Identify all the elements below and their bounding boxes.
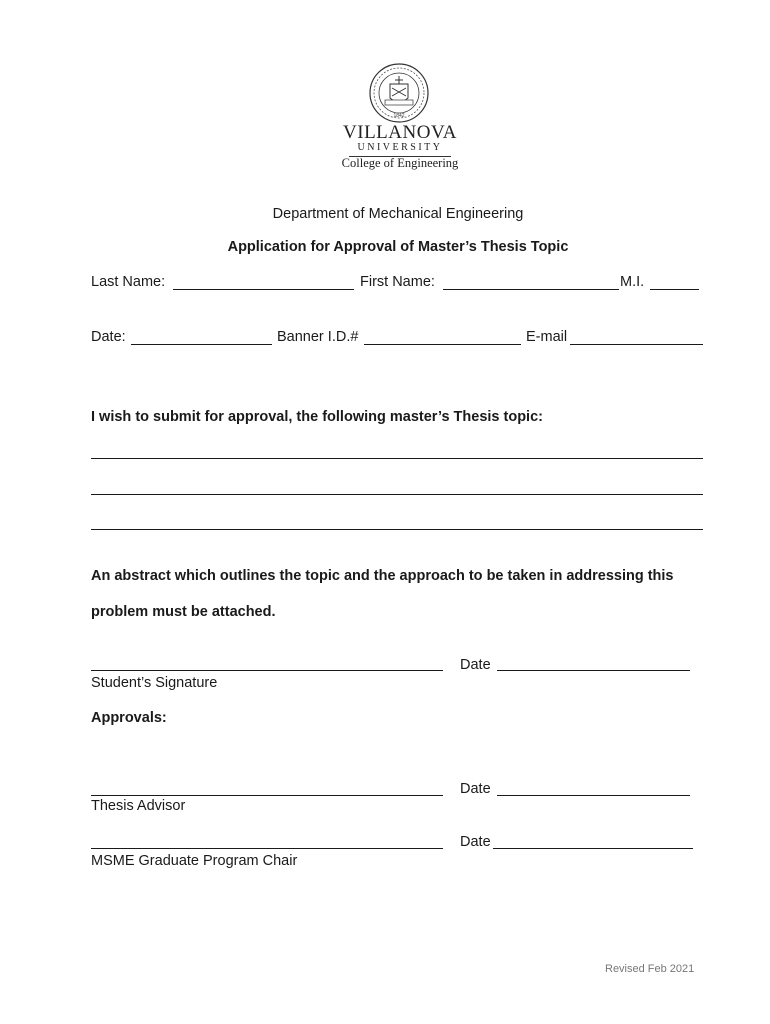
- university-seal-logo: [368, 62, 430, 124]
- email-label: E-mail: [526, 329, 568, 345]
- date-field[interactable]: [131, 344, 272, 345]
- abstract-note-line-1: An abstract which outlines the topic and the approach to be taken in addressing this: [91, 568, 674, 584]
- first-name-field[interactable]: [443, 289, 619, 290]
- advisor-date-label: Date: [460, 781, 491, 797]
- last-name-label: Last Name:: [91, 274, 166, 290]
- date-label: Date:: [91, 329, 126, 345]
- chair-date-label: Date: [460, 834, 491, 850]
- chair-date-field[interactable]: [493, 848, 693, 849]
- topic-line-1[interactable]: [91, 458, 703, 459]
- logo-wordmark-villanova: VILLANOVA: [343, 122, 457, 143]
- advisor-date-field[interactable]: [497, 795, 690, 796]
- student-signature-field[interactable]: [91, 670, 443, 671]
- first-name-label: First Name:: [360, 274, 435, 290]
- logo-wordmark-university: UNIVERSITY: [357, 142, 443, 153]
- last-name-field[interactable]: [173, 289, 354, 290]
- approvals-heading: Approvals:: [91, 710, 167, 726]
- abstract-note-line-2: problem must be attached.: [91, 604, 276, 620]
- form-title: Application for Approval of Master’s Thesis Topic: [227, 239, 569, 255]
- email-field[interactable]: [570, 344, 703, 345]
- mi-field[interactable]: [650, 289, 699, 290]
- logo-wordmark-college: College of Engineering: [341, 156, 459, 170]
- advisor-signature-field[interactable]: [91, 795, 443, 796]
- topic-prompt: I wish to submit for approval, the following master’s Thesis topic:: [91, 409, 543, 425]
- revision-note: Revised Feb 2021: [605, 963, 695, 975]
- banner-id-field[interactable]: [364, 344, 521, 345]
- topic-line-2[interactable]: [91, 494, 703, 495]
- chair-signature-field[interactable]: [91, 848, 443, 849]
- mi-label: M.I.: [620, 274, 645, 290]
- chair-label: MSME Graduate Program Chair: [91, 853, 298, 869]
- student-date-label: Date: [460, 657, 491, 673]
- student-signature-label: Student’s Signature: [91, 675, 218, 691]
- seal-year: 1842: [393, 113, 405, 119]
- topic-line-3[interactable]: [91, 529, 703, 530]
- advisor-label: Thesis Advisor: [91, 798, 186, 814]
- student-date-field[interactable]: [497, 670, 690, 671]
- department-heading: Department of Mechanical Engineering: [272, 206, 524, 222]
- banner-id-label: Banner I.D.#: [277, 329, 359, 345]
